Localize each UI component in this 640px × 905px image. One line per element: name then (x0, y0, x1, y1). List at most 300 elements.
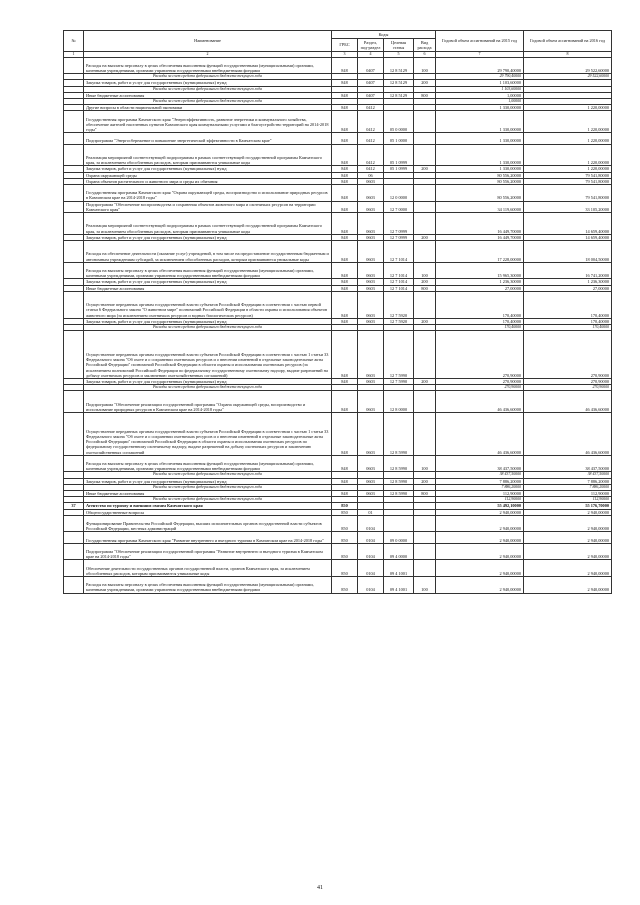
table-row (64, 560, 612, 577)
row-vol2016: 27,00000 (524, 285, 612, 291)
row-target: 12 7 0000 (384, 201, 414, 212)
row-vol2015: 55 492,10000 (436, 503, 524, 509)
table-row (64, 57, 612, 74)
table-body (64, 57, 612, 593)
row-name: Государственная программа Камчатского края "Охрана окружающей среды, воспроизводство и использование природных ресурсов в Камчатском крае на 2014-2018 годы" (84, 185, 332, 202)
row-grbs: 848 (332, 331, 358, 379)
table-row (64, 213, 612, 235)
row-vol2015: 16 449,70000 (436, 234, 524, 240)
row-name: Осуществление переданных органам государственной власти субъектов Российской Федерации в соответствии с частью первой статьи 6 Федерального закона "О животном мире" полномочий Российской Федерации в области охраны и использования объектов животного мира (за исключением охотничьих ресурсов и водных биологических ресурсов) (84, 291, 332, 318)
row-vol2016: 1 220,00000 (524, 105, 612, 111)
row-target: 12 7 5990 (384, 331, 414, 379)
table-row (64, 391, 612, 413)
row-vol2015: 7 886,20000 (436, 484, 524, 490)
row-vol2015: 170,40000 (436, 291, 524, 318)
row-vr (414, 413, 436, 456)
row-vol2016: 33 105,20000 (524, 201, 612, 212)
row-section: 0104 (358, 532, 384, 543)
row-target: 09 0 0000 (384, 532, 414, 543)
row-name: Осуществление переданных органам государственной власти субъектов Российской Федерации в соответствии с частью 1 статьи 33 Федерального закона "Об охоте и о сохранении охотничьих ресурсов и о внесении изменений в отдельные законодательные акты Российской Федерации" полномочий Российской Федерации в области охраны и использования охотничьих ресурсов (за исключением полномочий Российской Федерации по федеральному государственному охотничьему надзору, выдаче разрешений на добычу охотничьих ресурсов и заключению охотхозяйственных соглашений) (84, 331, 332, 379)
row-vr (414, 543, 436, 560)
row-target: 12 7 0999 (384, 213, 414, 235)
row-name: Подпрограмма "Обеспечение реализации государственной программы "Охрана окружающей среды, воспроизводство и использование природных ресурсов в Камчатском крае на 2014-2018 годы" (84, 391, 332, 413)
row-vol2015: 27,00000 (436, 285, 524, 291)
row-vol2016: 2 940,00000 (524, 543, 612, 560)
row-section: 0603 (358, 455, 384, 472)
row-grbs: 848 (332, 413, 358, 456)
row-target: 05 1 0999 (384, 144, 414, 166)
row-vol2015: 1 330,00000 (436, 166, 524, 172)
row-vr (414, 391, 436, 413)
header-num: № (64, 31, 84, 52)
row-vol2016: 46 436,60000 (524, 413, 612, 456)
budget-sheet (63, 30, 611, 594)
row-grbs: 850 (332, 576, 358, 593)
row-target: 12 8 0000 (384, 391, 414, 413)
row-vol2015: 29 790,40000 (436, 57, 524, 74)
row-vol2016: 79 541,80000 (524, 185, 612, 202)
row-name: Реализация мероприятий соответствующей подпрограммы в рамках соответствующей государственной программы Камчатского края, за исключением обособленных расходов, которым присваиваются уникальные коды (84, 213, 332, 235)
row-target: 12 7 1014 (384, 279, 414, 285)
row-name: Иные бюджетные ассигнования (84, 491, 332, 497)
row-target: 12 7 1014 (384, 285, 414, 291)
row-grbs: 848 (332, 213, 358, 235)
row-number (64, 57, 84, 74)
row-section: 0603 (358, 491, 384, 497)
row-vr (414, 515, 436, 532)
row-vr: 800 (414, 285, 436, 291)
row-vol2015: 29 790,40000 (436, 74, 524, 80)
row-section: 0603 (358, 331, 384, 379)
row-target: 05 0 0000 (384, 111, 414, 133)
row-vol2015: 270,90000 (436, 385, 524, 391)
row-vol2015: 2 940,00000 (436, 560, 524, 577)
row-vol2015: 1 103,60000 (436, 86, 524, 92)
row-vol2016: 1 220,00000 (524, 144, 612, 166)
row-name: Обеспечение деятельности государственных органов государственной власти, органов Камчатского края, за исключением обособленных расходов, которым присваиваются уникальные коды (84, 560, 332, 577)
row-vol2015: 1,00000 (436, 99, 524, 105)
row-section: 01 (358, 509, 384, 515)
row-vol2016: 2 940,00000 (524, 560, 612, 577)
row-vr: 200 (414, 379, 436, 385)
row-target: 12 7 1014 (384, 241, 414, 263)
row-name: Расходы за счет средств федерального бюджета текущего года (84, 74, 332, 80)
row-grbs: 848 (332, 185, 358, 202)
row-grbs: 848 (332, 285, 358, 291)
row-grbs: 848 (332, 201, 358, 212)
row-grbs: 850 (332, 543, 358, 560)
row-target: 09 4 0000 (384, 543, 414, 560)
row-name: Закупка товаров, работ и услуг для государственных (муниципальных) нужд (84, 478, 332, 484)
row-section: 0603 (358, 201, 384, 212)
row-grbs: 850 (332, 515, 358, 532)
row-vr (414, 185, 436, 202)
row-vr: 100 (414, 262, 436, 279)
row-target (384, 515, 414, 532)
row-name: Закупка товаров, работ и услуг для государственных (муниципальных) нужд (84, 379, 332, 385)
row-name: Функционирование Правительства Российской Федерации, высших исполнительных органов государственной власти субъектов Российской Федерации, местных администраций (84, 515, 332, 532)
row-vol2015: 2 940,00000 (436, 543, 524, 560)
budget-table (63, 30, 612, 594)
row-grbs: 848 (332, 318, 358, 324)
row-vol2016: 170,40000 (524, 291, 612, 318)
row-vol2016: 170,40000 (524, 325, 612, 331)
row-vol2016: 170,40000 (524, 318, 612, 324)
header-name: Наименование (84, 31, 332, 52)
row-target: 12 7 5920 (384, 318, 414, 324)
row-vol2015: 7 886,20000 (436, 478, 524, 484)
row-vol2016: 2 940,00000 (524, 532, 612, 543)
row-target: 12 8 5990 (384, 455, 414, 472)
row-name: Расходы за счет средств федерального бюджета текущего года (84, 497, 332, 503)
row-vr (414, 213, 436, 235)
row-grbs: 848 (332, 234, 358, 240)
row-number (64, 201, 84, 212)
table-row (64, 291, 612, 318)
row-section: 0603 (358, 478, 384, 484)
table-row (64, 133, 612, 144)
row-name: Подпрограмма "Энергосбережение и повышение энергетической эффективности в Камчатском крае" (84, 133, 332, 144)
row-section: 0603 (358, 185, 384, 202)
column-index: 4 (358, 52, 384, 58)
row-name: Расходы за счет средств федерального бюджета текущего года (84, 484, 332, 490)
row-grbs: 848 (332, 111, 358, 133)
row-number (64, 241, 84, 263)
row-vol2015: 80 556,20000 (436, 172, 524, 178)
row-target: 12 8 5129 (384, 57, 414, 74)
row-name: Охрана объектов растительного и животного мира и среды их обитания (84, 178, 332, 184)
row-name: Расходы на выплаты персоналу в целях обеспечения выполнения функций государственными (муниципальными) органами, казенными учреждениями, органами управления государственными внебюджетными фондами (84, 576, 332, 593)
table-row (64, 576, 612, 593)
row-name: Иные бюджетные ассигнования (84, 92, 332, 98)
table-row (64, 201, 612, 212)
row-section: 0407 (358, 80, 384, 86)
row-section: 0603 (358, 279, 384, 285)
row-name: Закупка товаров, работ и услуг для государственных (муниципальных) нужд (84, 80, 332, 86)
row-vol2015: 38 437,50000 (436, 472, 524, 478)
header-section: Раздел, под-раздел (358, 39, 384, 52)
row-vol2016: 270,90000 (524, 331, 612, 379)
row-vol2015: 46 436,60000 (436, 413, 524, 456)
row-section: 0603 (358, 262, 384, 279)
row-section: 0407 (358, 57, 384, 74)
row-vol2015: 1 330,00000 (436, 133, 524, 144)
row-name: Расходы за счет средств федерального бюджета текущего года (84, 86, 332, 92)
row-grbs: 850 (332, 532, 358, 543)
row-section: 0603 (358, 291, 384, 318)
row-section: 0412 (358, 105, 384, 111)
row-grbs: 848 (332, 80, 358, 86)
row-vol2015: 46 436,60000 (436, 391, 524, 413)
column-index: 7 (436, 52, 524, 58)
row-vr: 200 (414, 234, 436, 240)
row-grbs: 848 (332, 144, 358, 166)
row-vr (414, 291, 436, 318)
row-vr (414, 133, 436, 144)
row-vol2016: 29 522,60000 (524, 74, 612, 80)
row-name: Общегосударственные вопросы (84, 509, 332, 515)
row-section: 0412 (358, 133, 384, 144)
row-vol2015: 112,90000 (436, 491, 524, 497)
row-vol2016: 1 220,00000 (524, 111, 612, 133)
row-grbs: 848 (332, 241, 358, 263)
row-section: 0603 (358, 285, 384, 291)
column-index: 2 (84, 52, 332, 58)
row-vr (414, 560, 436, 577)
row-target: 12 7 5920 (384, 291, 414, 318)
row-target: 12 0 0000 (384, 185, 414, 202)
row-grbs: 850 (332, 503, 358, 509)
row-target: 05 1 0999 (384, 166, 414, 172)
row-vol2015: 1 330,00000 (436, 144, 524, 166)
row-section: 0104 (358, 543, 384, 560)
row-number (64, 532, 84, 543)
row-grbs: 848 (332, 478, 358, 484)
row-grbs: 848 (332, 379, 358, 385)
row-vol2016: 79 541,80000 (524, 172, 612, 178)
row-grbs: 848 (332, 391, 358, 413)
row-section: 0412 (358, 166, 384, 172)
row-vr (414, 331, 436, 379)
row-name: Иные бюджетные ассигнования (84, 285, 332, 291)
row-vr (414, 144, 436, 166)
row-vol2015: 170,40000 (436, 325, 524, 331)
row-number (64, 213, 84, 235)
row-target: 12 7 0999 (384, 234, 414, 240)
row-vol2015: 1 236,30000 (436, 279, 524, 285)
row-vr (414, 241, 436, 263)
row-name: Государственная программа Камчатского края "Развитие внутреннего и въездного туризма в Камчатском крае на 2014-2018 годы" (84, 532, 332, 543)
row-vol2015: 270,90000 (436, 331, 524, 379)
row-target: 12 7 1014 (384, 262, 414, 279)
row-vol2016: 1 236,30000 (524, 279, 612, 285)
row-vol2015: 2 940,00000 (436, 515, 524, 532)
header-vol2016: Годовой объем ассигнований на 2016 год (524, 31, 612, 52)
table-row (64, 144, 612, 166)
row-vol2016: 112,90000 (524, 491, 612, 497)
table-row (64, 331, 612, 379)
header-target: Целевая статья (384, 39, 414, 52)
row-vol2016: 7 886,20000 (524, 478, 612, 484)
row-vol2015: 2 940,00000 (436, 576, 524, 593)
row-name: Расходы за счет средств федерального бюджета текущего года (84, 99, 332, 105)
row-number (64, 543, 84, 560)
row-vol2016: 38 437,50000 (524, 472, 612, 478)
row-section: 0603 (358, 178, 384, 184)
row-vr: 800 (414, 92, 436, 98)
row-number (64, 391, 84, 413)
row-grbs: 848 (332, 178, 358, 184)
column-index: 8 (524, 52, 612, 58)
row-vol2015: 2 940,00000 (436, 532, 524, 543)
row-number (64, 331, 84, 379)
row-vol2016: 2 940,00000 (524, 509, 612, 515)
row-vol2016: 29 522,60000 (524, 57, 612, 74)
row-vol2015: 270,90000 (436, 379, 524, 385)
row-number (64, 515, 84, 532)
row-number (64, 413, 84, 456)
row-vr: 100 (414, 57, 436, 74)
row-section: 0603 (358, 241, 384, 263)
table-row (64, 262, 612, 279)
row-name: Расходы на выплаты персоналу в целях обеспечения выполнения функций государственными (муниципальными) органами, казенными учреждениями, органами управления государственными внебюджетными фондами (84, 57, 332, 74)
row-section: 0603 (358, 413, 384, 456)
row-name: Охрана окружающей среды (84, 172, 332, 178)
row-vol2015: 1 330,00000 (436, 111, 524, 133)
row-vol2015: 1 330,00000 (436, 105, 524, 111)
header-grbs: ГРБС (332, 39, 358, 52)
row-vol2015: 1,00000 (436, 92, 524, 98)
row-name: Осуществление переданных органам государственной власти субъектов Российской Федерации в соответствии с частью 1 статьи 33 Федерального закона "Об охоте и о сохранении охотничьих ресурсов и о внесении изменений в отдельные законодательные акты Российской Федерации" полномочий Российской Федерации в области охраны и использования охотничьих ресурсов по федеральному государственному охотничьему надзору, выдаче разрешений на добычу охотничьих ресурсов и заключению охотхозяйственных соглашений (84, 413, 332, 456)
row-vol2015: 34 119,60000 (436, 201, 524, 212)
row-vr (414, 201, 436, 212)
row-section: 0407 (358, 92, 384, 98)
row-vr: 200 (414, 318, 436, 324)
row-section: 0104 (358, 515, 384, 532)
row-number (64, 185, 84, 202)
row-name: Расходы на обеспечение деятельности (оказание услуг) учреждений, в том числе на предоставление государственным бюджетным и автономным учреждениям субсидий, за исключением обособленных расходов, которым присваиваются уникальные коды (84, 241, 332, 263)
row-vol2016: 14 659,40000 (524, 234, 612, 240)
row-vr: 200 (414, 478, 436, 484)
row-vol2016: 1 220,00000 (524, 166, 612, 172)
table-row (64, 455, 612, 472)
row-section: 0412 (358, 111, 384, 133)
header-vol2015: Годовой объем ассигнований на 2015 год (436, 31, 524, 52)
row-target: 12 8 5990 (384, 491, 414, 497)
row-number (64, 291, 84, 318)
row-name: Другие вопросы в области национальной экономики (84, 105, 332, 111)
row-vol2015: 170,40000 (436, 318, 524, 324)
row-grbs: 848 (332, 279, 358, 285)
row-number: 37 (64, 503, 84, 509)
table-row (64, 111, 612, 133)
row-section: 06 (358, 172, 384, 178)
row-target: 12 8 5990 (384, 413, 414, 456)
row-vol2016: 46 436,60000 (524, 391, 612, 413)
row-grbs: 848 (332, 291, 358, 318)
table-row (64, 543, 612, 560)
row-name: Закупка товаров, работ и услуг для государственных (муниципальных) нужд (84, 318, 332, 324)
row-vol2016: 79 541,80000 (524, 178, 612, 184)
row-vol2016: 2 940,00000 (524, 515, 612, 532)
row-name: Расходы на выплаты персоналу в целях обеспечения выполнения функций государственными (муниципальными) органами, казенными учреждениями, органами управления государственными внебюджетными фондами (84, 262, 332, 279)
row-vr: 800 (414, 491, 436, 497)
row-vr: 200 (414, 166, 436, 172)
row-grbs: 848 (332, 172, 358, 178)
row-vr (414, 111, 436, 133)
row-grbs: 848 (332, 133, 358, 144)
row-section: 0603 (358, 234, 384, 240)
row-grbs: 850 (332, 560, 358, 577)
table-row (64, 515, 612, 532)
row-vol2016: 112,90000 (524, 497, 612, 503)
row-vr: 100 (414, 455, 436, 472)
row-name: Расходы на выплаты персоналу в целях обеспечения выполнения функций государственными (муниципальными) органами, казенными учреждениями, органами управления государственными внебюджетными фондами (84, 455, 332, 472)
row-vol2015: 112,90000 (436, 497, 524, 503)
row-vol2016: 16 741,20000 (524, 262, 612, 279)
row-vol2016: 55 176,70000 (524, 503, 612, 509)
row-name: Закупка товаров, работ и услуг для государственных (муниципальных) нужд (84, 166, 332, 172)
row-section: 0603 (358, 213, 384, 235)
row-vol2015: 38 437,50000 (436, 455, 524, 472)
table-row (64, 241, 612, 263)
row-vol2016: 18 004,50000 (524, 241, 612, 263)
row-target: 09 4 1001 (384, 576, 414, 593)
row-vol2015: 17 228,00000 (436, 241, 524, 263)
row-grbs: 848 (332, 262, 358, 279)
row-number (64, 262, 84, 279)
row-grbs: 848 (332, 166, 358, 172)
column-index: 3 (332, 52, 358, 58)
row-vol2016: 270,90000 (524, 379, 612, 385)
row-vol2015: 2 940,00000 (436, 509, 524, 515)
row-target: 12 8 5129 (384, 92, 414, 98)
row-section: 0603 (358, 391, 384, 413)
row-name: Реализация мероприятий соответствующей подпрограммы в рамках соответствующей государственной программы Камчатского края, за исключением обособленных расходов, которым присваиваются уникальные коды (84, 144, 332, 166)
row-vol2015: 80 556,20000 (436, 178, 524, 184)
row-vol2016: 38 437,50000 (524, 455, 612, 472)
row-name: Расходы за счет средств федерального бюджета текущего года (84, 325, 332, 331)
row-target: 09 4 1001 (384, 560, 414, 577)
row-section: 0603 (358, 318, 384, 324)
row-grbs: 848 (332, 455, 358, 472)
row-number (64, 576, 84, 593)
row-section: 0104 (358, 560, 384, 577)
row-vr (414, 532, 436, 543)
row-number (64, 560, 84, 577)
row-grbs: 848 (332, 105, 358, 111)
row-name: Закупка товаров, работ и услуг для государственных (муниципальных) нужд (84, 234, 332, 240)
row-target: 12 8 5129 (384, 80, 414, 86)
row-section: 0603 (358, 379, 384, 385)
table-row (64, 413, 612, 456)
row-grbs: 848 (332, 491, 358, 497)
row-target: 12 8 5990 (384, 478, 414, 484)
page-number: 41 (317, 885, 323, 891)
row-vr: 200 (414, 279, 436, 285)
header-vr: Вид расхода (414, 39, 436, 52)
row-vol2016: 1 220,00000 (524, 133, 612, 144)
row-number (64, 455, 84, 472)
row-grbs: 848 (332, 92, 358, 98)
column-index: 5 (384, 52, 414, 58)
row-target: 05 1 0000 (384, 133, 414, 144)
row-name: Закупка товаров, работ и услуг для государственных (муниципальных) нужд (84, 279, 332, 285)
row-grbs: 850 (332, 509, 358, 515)
row-section: 0104 (358, 576, 384, 593)
row-name: Агентство по туризму и внешним связям Камчатского края (84, 503, 332, 509)
header-codes: Коды (332, 31, 436, 39)
row-name: Подпрограмма "Обеспечение реализации государственной программы "Развитие внутреннего и въездного туризма в Камчатском крае на 2014-2018 годы" (84, 543, 332, 560)
row-number (64, 144, 84, 166)
row-number (64, 111, 84, 133)
row-vol2016: 270,90000 (524, 385, 612, 391)
table-row (64, 185, 612, 202)
row-section: 0412 (358, 144, 384, 166)
row-grbs: 848 (332, 57, 358, 74)
row-vol2015: 80 556,20000 (436, 185, 524, 202)
row-name: Подпрограмма "Обеспечение воспроизводства и сохранения объектов животного мира и охотничьих ресурсов на территории Камчатского края" (84, 201, 332, 212)
row-number (64, 133, 84, 144)
row-vol2015: 1 103,60000 (436, 80, 524, 86)
table-row (64, 532, 612, 543)
row-name: Расходы за счет средств федерального бюджета текущего года (84, 472, 332, 478)
row-vol2016: 14 659,40000 (524, 213, 612, 235)
row-target: 12 7 5990 (384, 379, 414, 385)
row-vol2015: 15 965,30000 (436, 262, 524, 279)
row-vol2016: 2 940,00000 (524, 576, 612, 593)
row-vr: 200 (414, 80, 436, 86)
